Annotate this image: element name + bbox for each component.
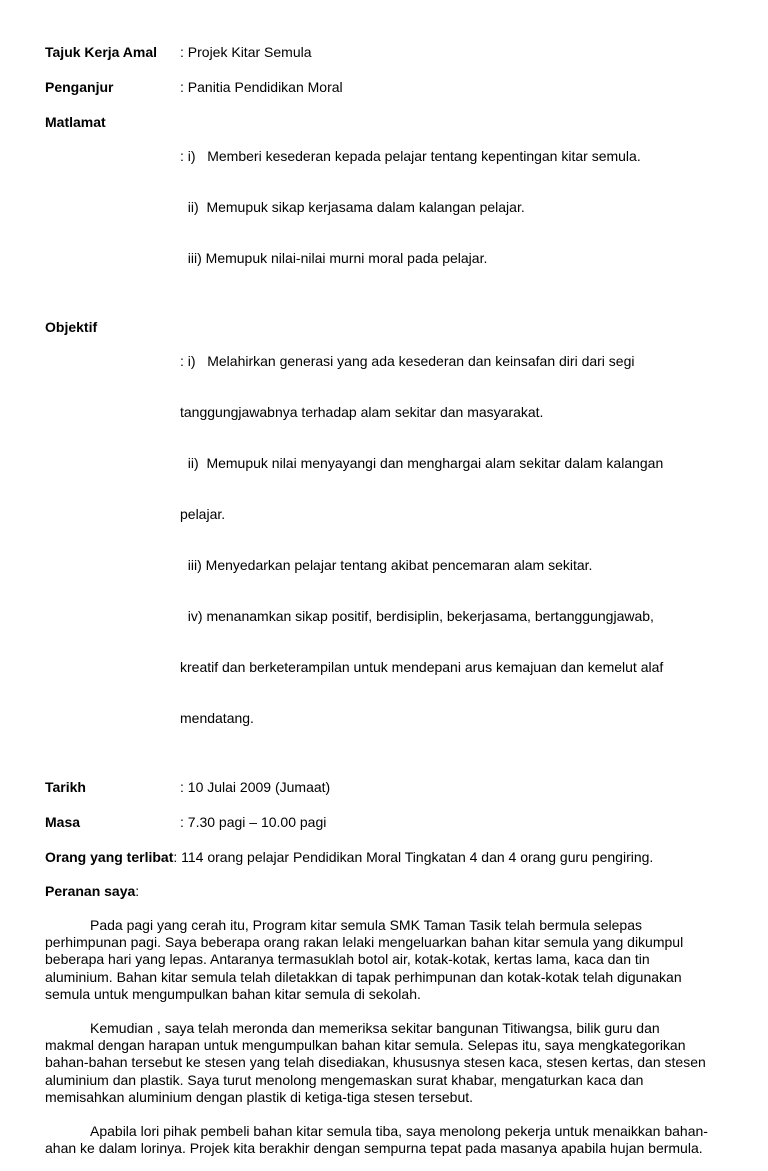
matlamat-row bbox=[45, 114, 725, 301]
document-page bbox=[45, 44, 725, 1171]
objektif-line: kreatif dan berketerampilan untuk mendepani arus kemajuan dan kemelut alaf bbox=[180, 659, 664, 675]
objektif-row bbox=[45, 319, 725, 761]
objektif-line: ii) Memupuk nilai menyayangi dan menghargai alam sekitar dalam kalangan bbox=[180, 455, 664, 471]
matlamat-item: ii) Memupuk sikap kerjasama dalam kalangan pelajar. bbox=[180, 199, 525, 215]
masa-row bbox=[45, 814, 725, 831]
tarikh-value: : 10 Julai 2009 (Jumaat) bbox=[180, 779, 331, 795]
tajuk-row bbox=[45, 44, 725, 61]
objektif-line: : i) Melahirkan generasi yang ada kesederan dan keinsafan diri dari segi bbox=[180, 353, 635, 369]
peranan-heading bbox=[45, 883, 725, 900]
tajuk-label: Tajuk Kerja Amal bbox=[45, 44, 158, 60]
tarikh-row bbox=[45, 779, 725, 796]
objektif-list bbox=[180, 319, 725, 761]
objektif-line: mendatang. bbox=[180, 710, 254, 726]
tajuk-value: : Projek Kitar Semula bbox=[180, 44, 312, 60]
penganjur-row bbox=[45, 79, 725, 96]
peranan-paragraph-2: Kemudian , saya telah meronda dan memeriksa sekitar bangunan Titiwangsa, bilik guru dan makmal dengan harapan untuk mengumpulkan bahan kitar semula. Selepas itu, saya mengkategorikan bahan-bahan tersebut ke stesen yang telah disediakan, khususnya stesen kaca, stesen kertas, dan stesen aluminium dan plastik. Saya turut menolong mengemaskan surat khabar, mengaturkan kaca dan memisahkan aluminium dengan plastik di ketiga-tiga stesen tersebut. bbox=[45, 1020, 706, 1105]
matlamat-item: : i) Memberi kesederan kepada pelajar tentang kepentingan kitar semula. bbox=[180, 148, 641, 164]
peranan-paragraph-1: Pada pagi yang cerah itu, Program kitar semula SMK Taman Tasik telah bermula selepas perhimpunan pagi. Saya beberapa orang rakan lelaki mengeluarkan bahan kitar semula yang dikumpul beberapa hari yang lepas. Antaranya termasuklah botol air, kotak-kotak, kertas lama, kaca dan tin aluminium. Bahan kitar semula telah diletakkan di tapak perhimpunan dan kotak-kotak telah digunakan semula untuk mengumpulkan bahan kitar semula di sekolah. bbox=[45, 917, 684, 1002]
objektif-line: iii) Menyedarkan pelajar tentang akibat pencemaran alam sekitar. bbox=[180, 557, 593, 573]
masa-label: Masa bbox=[45, 814, 81, 830]
objektif-line: iv) menanamkan sikap positif, berdisiplin, bekerjasama, bertanggungjawab, bbox=[180, 608, 654, 624]
matlamat-item: iii) Memupuk nilai-nilai murni moral pada pelajar. bbox=[180, 250, 488, 266]
matlamat-list bbox=[180, 114, 725, 301]
penganjur-value: : Panitia Pendidikan Moral bbox=[180, 79, 343, 95]
peranan-colon: : bbox=[135, 883, 140, 899]
masa-value: : 7.30 pagi – 10.00 pagi bbox=[180, 814, 327, 830]
objektif-line: tanggungjawabnya terhadap alam sekitar dan masyarakat. bbox=[180, 404, 544, 420]
peranan-label: Peranan saya bbox=[45, 883, 136, 899]
peranan-paragraph-3: Apabila lori pihak pembeli bahan kitar semula tiba, saya menolong pekerja untuk menaikkan bahan-ahan ke dalam lorinya. Projek kita berakhir dengan sempurna tepat pada masanya apabila hujan bermula. bbox=[45, 1123, 708, 1157]
matlamat-label: Matlamat bbox=[45, 114, 106, 130]
objektif-line: pelajar. bbox=[180, 506, 226, 522]
objektif-label: Objektif bbox=[45, 319, 98, 335]
terlibat-row bbox=[45, 849, 725, 866]
terlibat-value: : 114 orang pelajar Pendidikan Moral Tingkatan 4 dan 4 orang guru pengiring. bbox=[173, 849, 654, 865]
tarikh-label: Tarikh bbox=[45, 779, 86, 795]
penganjur-label: Penganjur bbox=[45, 79, 114, 95]
terlibat-label: Orang yang terlibat bbox=[45, 849, 174, 865]
